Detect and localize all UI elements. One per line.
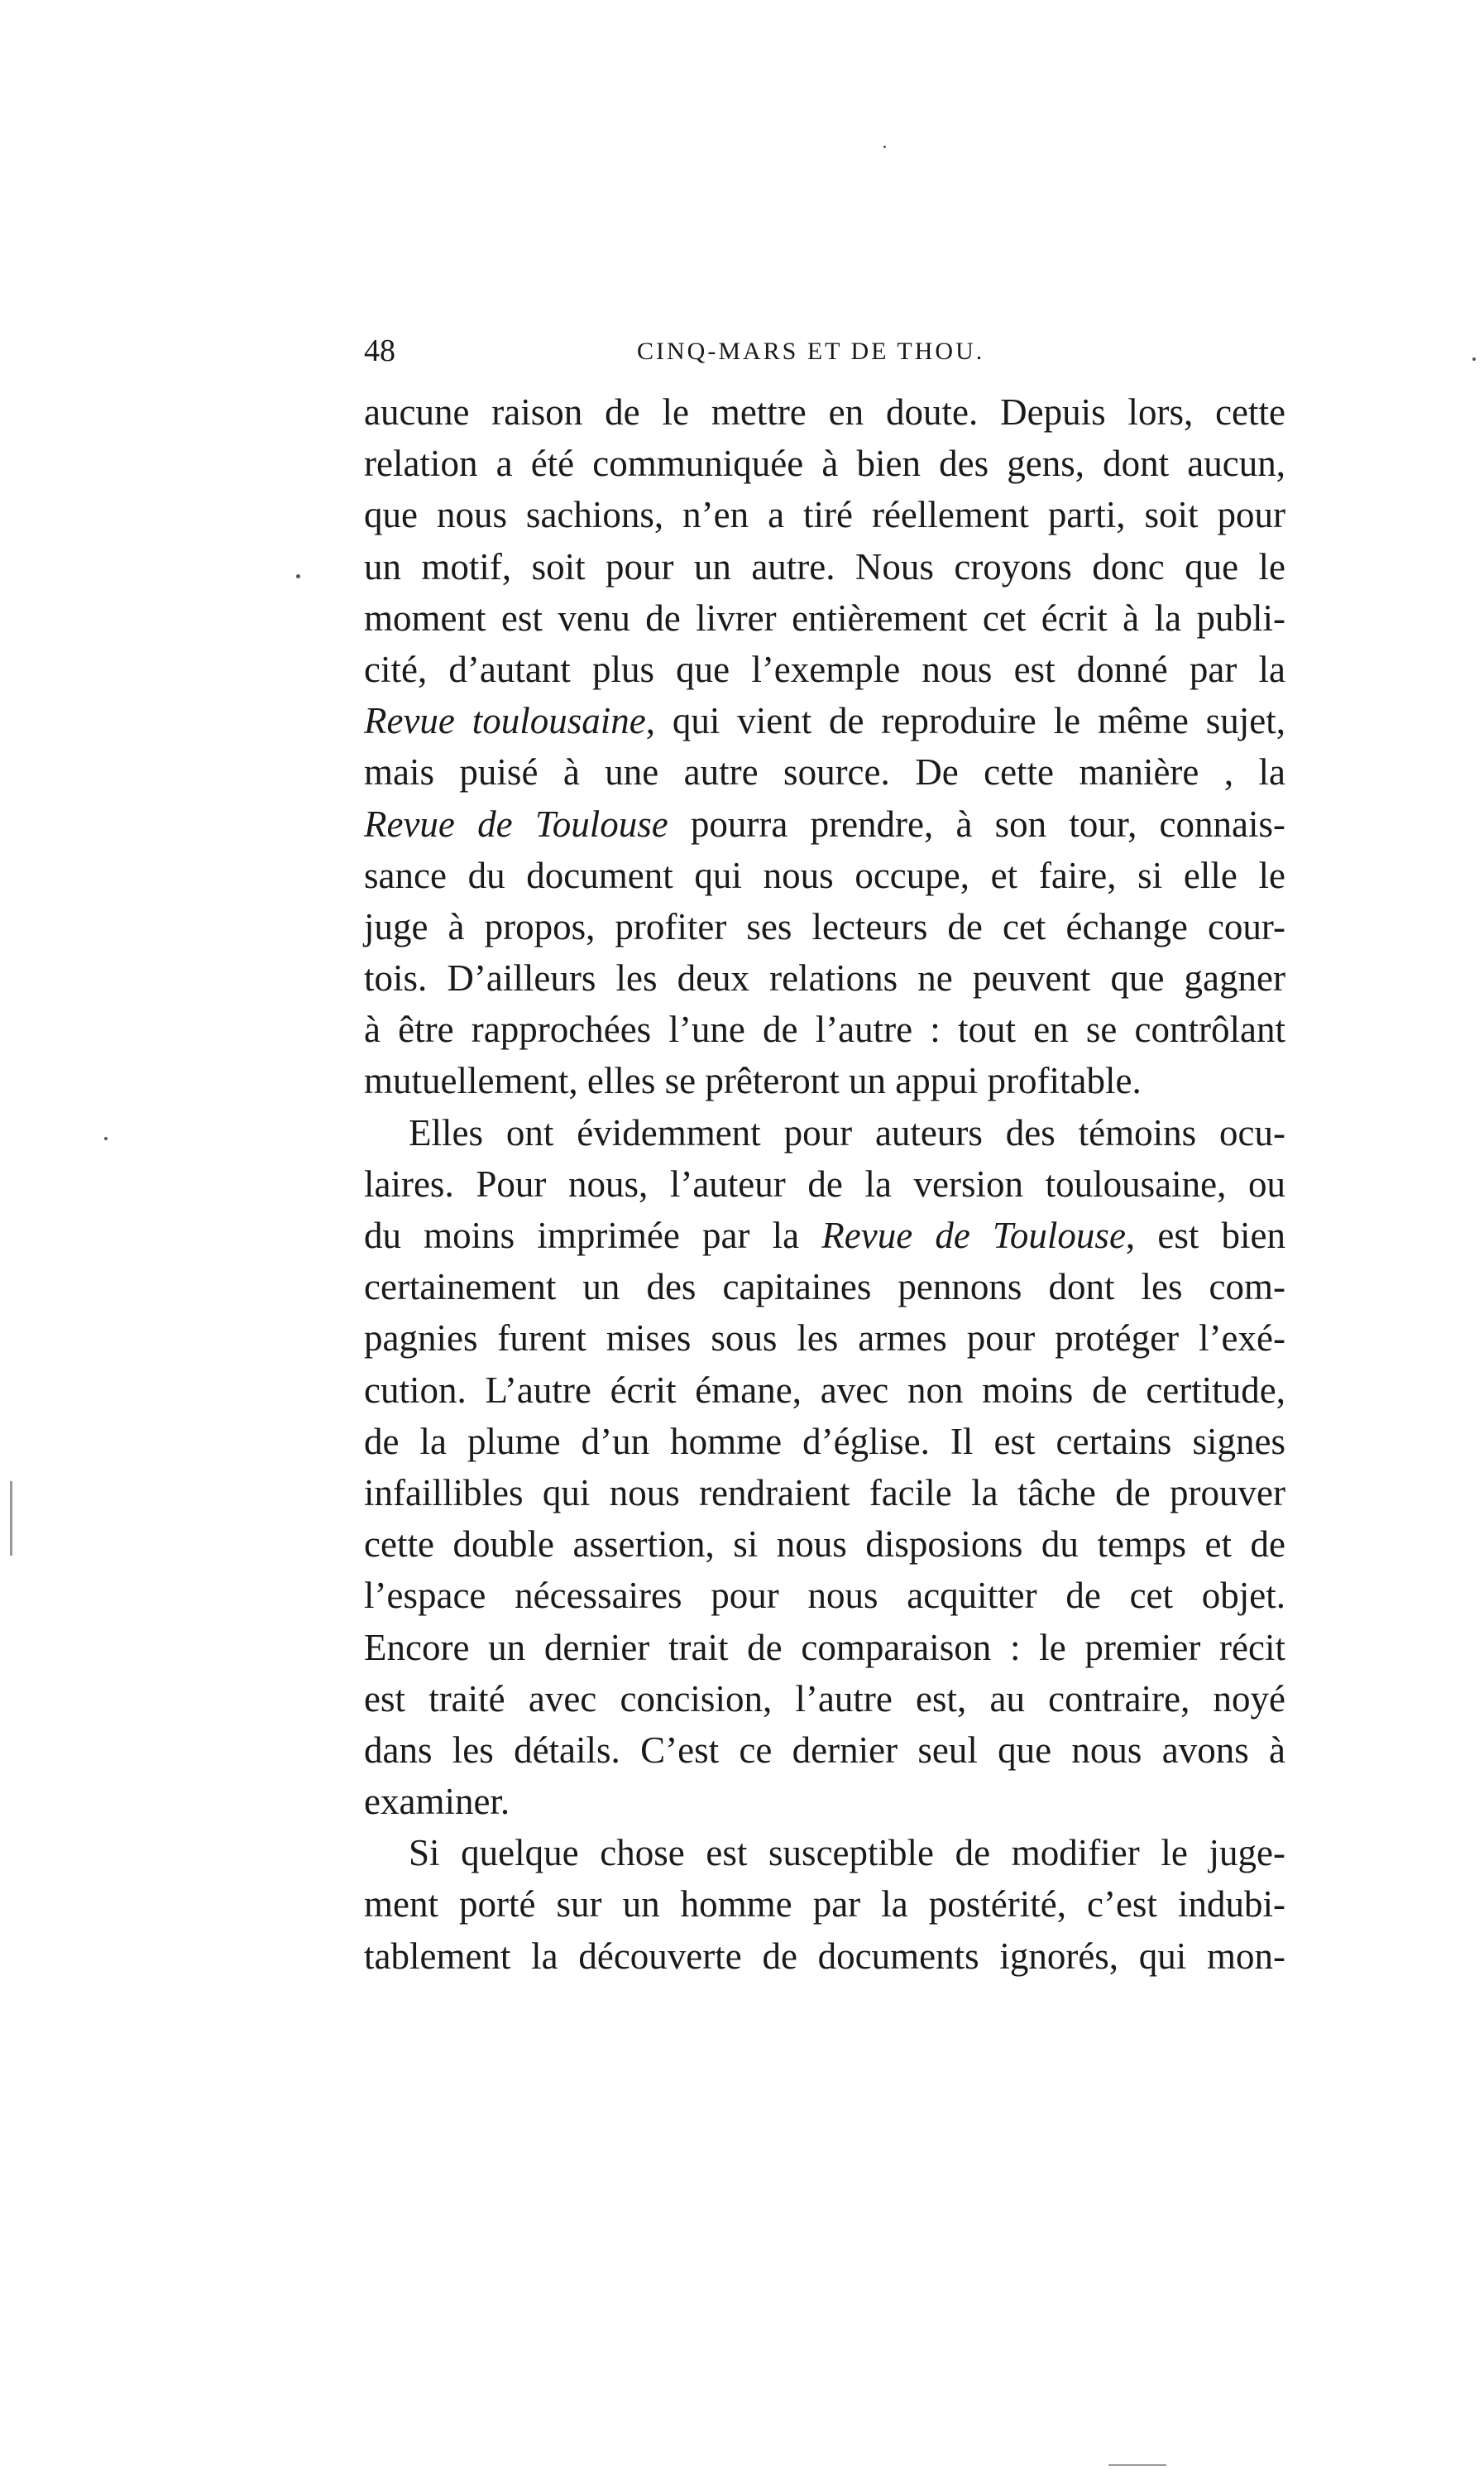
text-line <box>364 799 1285 850</box>
text-line: ment porté sur un homme par la postérité, c’est indubi- <box>364 1883 1285 1926</box>
text-line: tois. D’ailleurs les deux relations ne peuvent que gagner <box>364 957 1285 1000</box>
running-title: CINQ-MARS ET DE THOU. <box>637 338 985 365</box>
text-line <box>364 1210 1285 1261</box>
scan-speck <box>104 1137 108 1140</box>
text-line: Elles ont évidemment pour auteurs des témoins ocu- <box>409 1111 1285 1153</box>
text-line: à être rapprochées l’une de l’autre : tout en se contrôlant <box>364 1009 1285 1051</box>
text-segment: , est bien <box>1125 1215 1285 1256</box>
text-line: que nous sachions, n’en a tiré réellement parti, soit pour <box>364 494 1285 536</box>
text-line: dans les détails. C’est ce dernier seul que nous avons à <box>364 1729 1285 1771</box>
text-line: pagnies furent mises sous les armes pour protéger l’exé- <box>364 1317 1285 1360</box>
scan-speck <box>10 1481 12 1556</box>
text-line: mutuellement, elles se prêteront un appui profitable. <box>364 1060 1142 1102</box>
italic-title: Revue de Toulouse <box>364 803 668 845</box>
body-text <box>364 386 1285 1982</box>
text-line: cité, d’autant plus que l’exemple nous est donné par la <box>364 648 1285 690</box>
text-line: sance du document qui nous occupe, et faire, si elle le <box>364 854 1285 896</box>
text-segment: , qui vient de reproduire le même sujet, <box>645 700 1286 742</box>
italic-title: Revue de Toulouse <box>821 1215 1126 1256</box>
text-line: mais puisé à une autre source. De cette manière , la <box>364 751 1285 794</box>
text-line: cution. L’autre écrit émane, avec non moins de certitude, <box>364 1369 1285 1411</box>
text-line: l’espace nécessaires pour nous acquitter de cet objet. <box>364 1575 1285 1617</box>
text-segment: pourra prendre, à son tour, connais- <box>668 803 1285 845</box>
text-line: relation a été communiquée à bien des gens, dont aucun, <box>364 443 1285 485</box>
text-segment: du moins imprimée par la <box>364 1215 822 1256</box>
scan-speck <box>1472 357 1476 361</box>
text-line: moment est venu de livrer entièrement cet écrit à la publi- <box>364 597 1285 639</box>
text-line: infaillibles qui nous rendraient facile la tâche de prouver <box>364 1471 1285 1513</box>
text-line: tablement la découverte de documents ignorés, qui mon- <box>364 1935 1285 1977</box>
text-line: Si quelque chose est susceptible de modifier le juge- <box>409 1832 1285 1874</box>
text-line: un motif, soit pour un autre. Nous croyons donc que le <box>364 545 1285 588</box>
scan-speck <box>296 574 300 578</box>
text-line: laires. Pour nous, l’auteur de la version toulousaine, ou <box>364 1163 1285 1205</box>
text-line: juge à propos, profiter ses lecteurs de cet échange cour- <box>364 905 1285 947</box>
text-line <box>364 695 1285 746</box>
text-line: examiner. <box>364 1781 510 1823</box>
italic-title: Revue toulousaine <box>364 700 646 742</box>
text-line: de la plume d’un homme d’église. Il est certains signes <box>364 1420 1285 1462</box>
text-line: cette double assertion, si nous disposions du temps et de <box>364 1523 1285 1566</box>
text-line: certainement un des capitaines pennons dont les com- <box>364 1266 1285 1308</box>
scan-speck <box>1108 2464 1166 2466</box>
text-line: est traité avec concision, l’autre est, au contraire, noyé <box>364 1677 1285 1719</box>
text-line: aucune raison de le mettre en doute. Depuis lors, cette <box>364 391 1285 433</box>
page-number: 48 <box>364 333 395 368</box>
scan-speck <box>883 146 886 148</box>
text-line: Encore un dernier trait de comparaison : le premier récit <box>364 1626 1285 1668</box>
running-head <box>364 333 1282 374</box>
